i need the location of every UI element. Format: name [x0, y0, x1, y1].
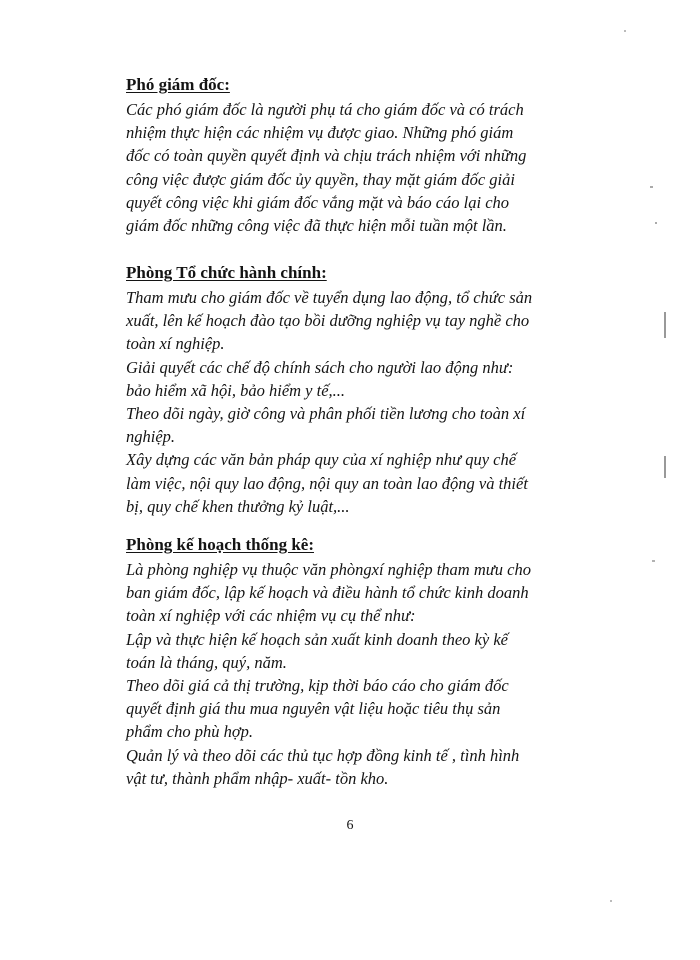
paragraph-line: Các phó giám đốc là người phụ tá cho giám đốc và có trách	[126, 100, 524, 119]
scan-speck	[664, 312, 666, 338]
paragraph-line: giám đốc những công việc đã thực hiện mỗi tuần một lần.	[126, 216, 507, 236]
section-heading: Phòng Tổ chức hành chính:	[126, 263, 327, 282]
scan-speck	[650, 186, 653, 188]
paragraph-line: toàn xí nghiệp.	[126, 334, 225, 354]
paragraph-line: đốc có toàn quyền quyết định và chịu trách nhiệm với những	[126, 146, 527, 166]
paragraph-line: vật tư, thành phẩm nhập- xuất- tồn kho.	[126, 768, 389, 788]
paragraph-line: Quản lý và theo dõi các thủ tục hợp đồng kinh tế , tình hình	[126, 745, 520, 765]
paragraph-line: làm việc, nội quy lao động, nội quy an toàn lao động và thiết	[126, 473, 528, 493]
paragraph-line: quyết định giá thu mua nguyên vật liệu hoặc tiêu thụ sản	[126, 699, 501, 719]
scan-speck	[664, 456, 666, 478]
scan-speck	[655, 222, 657, 224]
paragraph-line: xuất, lên kế hoạch đào tạo bồi dưỡng nghiệp vụ tay nghề cho	[126, 311, 530, 331]
section-phong-to-chuc-hanh-chinh	[126, 262, 601, 518]
page-number: 6	[346, 818, 354, 833]
paragraph-line: Tham mưu cho giám đốc về tuyển dụng lao động, tổ chức sản	[126, 288, 533, 307]
paragraph-line: bảo hiểm xã hội, bảo hiểm y tế,...	[126, 380, 346, 400]
paragraph-line: toàn xí nghiệp với các nhiệm vụ cụ thể như:	[126, 606, 416, 626]
paragraph-line: quyết công việc khi giám đốc vắng mặt và báo cáo lại cho	[126, 192, 510, 212]
paragraph-line: Theo dõi ngày, giờ công và phân phối tiền lương cho toàn xí	[126, 404, 526, 424]
paragraph-line: ban giám đốc, lập kế hoạch và điều hành tổ chức kinh doanh	[126, 583, 529, 603]
paragraph-line: phẩm cho phù hợp.	[126, 722, 254, 742]
section-pho-giam-doc	[126, 74, 601, 237]
section-phong-ke-hoach-thong-ke	[126, 534, 601, 790]
paragraph-line: Giải quyết các chế độ chính sách cho người lao động như:	[126, 357, 514, 377]
paragraph-line: Xây dựng các văn bản pháp quy của xí nghiệp như quy chế	[126, 450, 517, 470]
paragraph-line: Là phòng nghiệp vụ thuộc văn phòngxí nghiệp tham mưu cho	[126, 560, 531, 579]
scan-speck	[652, 560, 655, 562]
paragraph-line: nhiệm thực hiện các nhiệm vụ được giao. Những phó giám	[126, 123, 514, 143]
section-heading: Phòng kế hoạch thống kê:	[126, 535, 314, 554]
section-heading: Phó giám đốc:	[126, 75, 230, 94]
paragraph-line: Lập và thực hiện kế hoạch sản xuất kinh doanh theo kỳ kế	[126, 629, 508, 649]
scan-speck	[610, 900, 612, 902]
paragraph-line: công việc được giám đốc ủy quyền, thay mặt giám đốc giải	[126, 169, 515, 189]
paragraph-line: toán là tháng, quý, năm.	[126, 652, 287, 672]
paragraph-line: Theo dõi giá cả thị trường, kịp thời báo cáo cho giám đốc	[126, 676, 509, 696]
paragraph-line: nghiệp.	[126, 427, 176, 447]
paragraph-line: bị, quy chế khen thưởng kỷ luật,...	[126, 496, 350, 516]
scan-speck	[624, 30, 626, 32]
